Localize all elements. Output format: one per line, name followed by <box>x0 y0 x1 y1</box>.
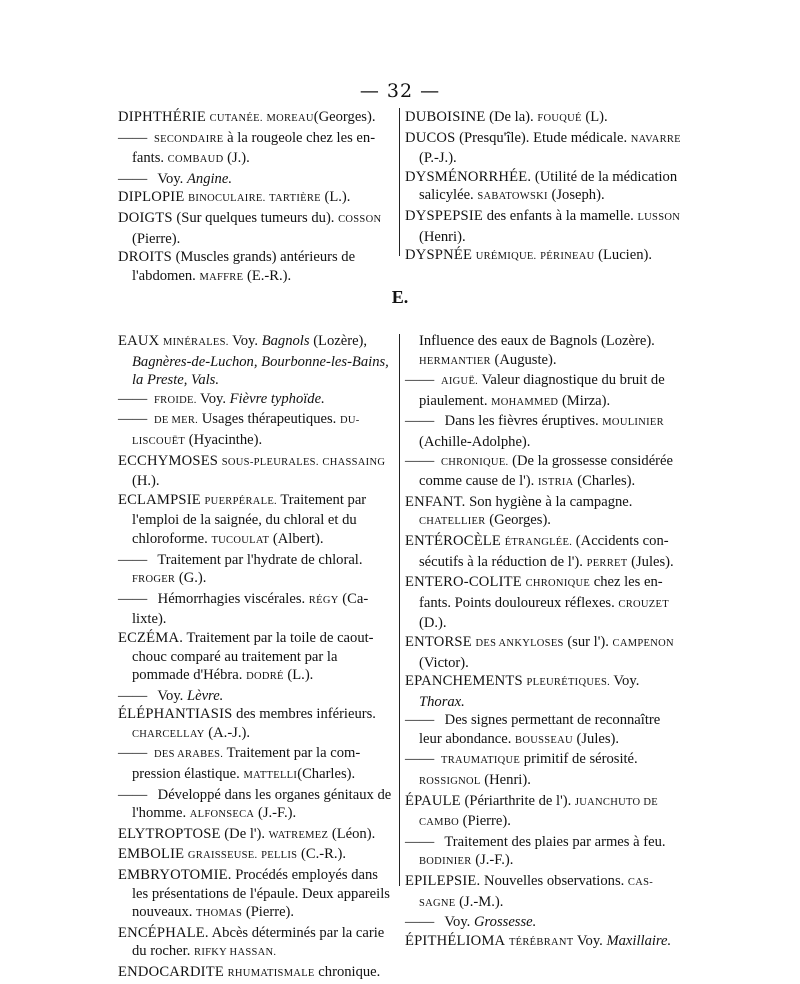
entry-qualifier: MINÉRALES. <box>163 337 229 348</box>
entry-author: DULISCOUËT <box>132 415 360 447</box>
entry-text: Voy. <box>441 914 474 931</box>
column-divider-top <box>399 108 400 256</box>
index-entry <box>118 744 396 785</box>
entry-headword: DIPHTHÉRIE <box>118 109 206 125</box>
index-entry <box>118 390 396 411</box>
entry-headword: ELYTROPTOSE <box>118 825 221 842</box>
entry-italic: Maxillaire. <box>606 932 672 949</box>
section-letter: E. <box>391 287 409 307</box>
index-entry <box>118 332 396 390</box>
index-entry <box>118 924 396 963</box>
entry-text: Traitement par l'hydrate de chloral. <box>154 551 363 568</box>
entry-qualifier: TRAUMATIQUE <box>441 755 521 767</box>
entry-headword: EMBOLIE <box>118 846 185 863</box>
index-entry <box>405 792 683 833</box>
entry-headword: ÉPITHÉLIOMA <box>405 932 506 949</box>
entry-italic: Bagnols <box>261 333 310 349</box>
index-entry <box>118 209 396 248</box>
entry-text: Voy. <box>154 687 187 704</box>
entry-dash: —— <box>405 712 435 729</box>
entry-qualifier: DES ANKYLOSES <box>475 637 564 649</box>
index-entry <box>405 371 683 412</box>
entry-headword: EAUX <box>118 333 160 349</box>
entry-author: CAMPENON <box>612 637 674 649</box>
entry-author-initials: (J.-M.). <box>455 893 504 910</box>
index-entry <box>405 750 683 791</box>
entry-author: CHATELLIER <box>419 516 486 528</box>
entry-dash: —— <box>405 833 435 850</box>
entry-qualifier: RHUMATISMALE <box>227 968 315 979</box>
entry-qualifier: BINOCULAIRE. <box>188 193 266 205</box>
entry-qualifier: SOUS-PLEURALES. <box>221 456 319 468</box>
entry-text: (Sur quelques tumeurs du). <box>176 209 339 226</box>
entry-author: ALFONSECA <box>189 809 255 821</box>
entry-author: RÉGY <box>308 594 339 606</box>
entry-text: Voy. <box>228 333 262 349</box>
top-right-column <box>405 108 683 267</box>
index-entry <box>118 687 396 706</box>
entry-qualifier: FROIDE. <box>154 394 197 406</box>
page-number: — 32 — <box>359 80 441 102</box>
entry-author: CHASSAING <box>322 456 386 468</box>
index-entry <box>405 412 683 451</box>
entry-author: MATTELLI <box>243 770 298 782</box>
entry-author: PÉRINEAU <box>540 251 595 263</box>
entry-author-initials: (Joseph). <box>547 187 605 204</box>
index-entry <box>118 825 396 846</box>
entry-author: MOREAU <box>266 113 314 124</box>
entry-author-initials: (Georges). <box>313 109 376 125</box>
entry-text: (Presqu'île). Etude médicale. <box>459 129 631 146</box>
entry-qualifier: DES ARABES. <box>154 749 224 761</box>
entry-text: Voy. <box>154 170 187 187</box>
entry-headword: ECZÉMA. <box>118 629 184 646</box>
entry-author: MOHAMMED <box>491 396 559 408</box>
entry-author-initials: (J.-F.). <box>471 852 514 869</box>
entry-italic: Bagnères-de-Luchon, Bourbonne-les-Bains, la Preste, Vals. <box>132 353 389 389</box>
entry-qualifier: AIGUË. <box>441 376 479 388</box>
entry-author-initials: (Lucien). <box>594 247 653 264</box>
entry-author-initials: (C.-R.). <box>297 846 346 863</box>
entry-headword: DROITS <box>118 249 172 266</box>
entry-author-initials: (J.-F.). <box>254 805 297 822</box>
entry-dash: —— <box>118 786 148 803</box>
entry-author-initials: (Henri). <box>480 772 531 789</box>
entry-text: Traitement des plaies par armes à feu. <box>441 833 666 850</box>
entry-headword: ÉLÉPHANTIASIS <box>118 706 233 723</box>
entry-qualifier: ÉTRANGLÉE. <box>504 536 573 548</box>
entry-author: NAVARRE <box>630 133 681 145</box>
entry-author-initials: (J.). <box>223 150 250 167</box>
entry-author: RIFKY HASSAN. <box>194 947 277 959</box>
entry-italic: Grossesse. <box>473 914 537 931</box>
entry-author: CHARCELLAY <box>132 728 205 740</box>
entry-text: des enfants à la mamelle. <box>486 207 638 224</box>
index-entry <box>405 872 683 913</box>
index-entry <box>405 573 683 633</box>
entry-qualifier: CHRONIQUE. <box>441 456 509 468</box>
entry-text: Nouvelles observations. <box>484 873 628 890</box>
entry-author-initials: (Hyacinthe). <box>185 431 263 448</box>
entry-author-initials: (Auguste). <box>490 351 557 368</box>
entry-headword: DOIGTS <box>118 209 173 226</box>
entry-qualifier: URÉMIQUE. <box>475 251 537 263</box>
entry-author: CROUZET <box>618 598 669 610</box>
entry-author-initials: (E.-R.). <box>243 267 292 284</box>
entry-headword: DYSPNÉE <box>405 247 473 264</box>
entry-text: Voy. <box>573 932 607 949</box>
entry-headword: ENCÉPHALE. <box>118 924 209 941</box>
entry-text: Des signes permettant de reconnaître leur abondance. <box>419 712 661 747</box>
index-entry <box>118 108 396 129</box>
index-entry <box>118 452 396 491</box>
entry-author-initials: (D.). <box>419 615 447 632</box>
entry-author-initials: (H.). <box>132 473 160 490</box>
index-entry <box>405 913 683 932</box>
entry-text: Traitement par l'emploi de la saignée, du chloral et du chloroforme. <box>132 491 367 547</box>
index-entry <box>118 551 396 590</box>
entry-author-initials: (Henri). <box>419 228 466 245</box>
top-left-column <box>118 108 396 287</box>
entry-text: (De la grossesse considérée comme cause de l'). <box>419 452 673 490</box>
entry-author: DODRÉ <box>246 671 284 683</box>
entry-author: MOULINIER <box>602 417 664 429</box>
entry-qualifier: DE MER. <box>154 415 199 427</box>
entry-dash: —— <box>405 751 435 768</box>
entry-author-initials: (L.). <box>283 667 314 684</box>
entry-author-initials: (L.). <box>320 189 351 206</box>
index-entry <box>118 845 396 866</box>
entry-italic: Angine. <box>186 170 232 187</box>
entry-author: CASSAGNE <box>419 877 653 909</box>
index-entry <box>118 248 396 287</box>
index-entry <box>405 532 683 573</box>
entry-author: SABATOWSKI <box>477 191 548 203</box>
entry-text: Traitement par la compression élastique. <box>132 745 361 783</box>
entry-text: (Muscles grands) antérieurs de l'abdomen. <box>132 249 356 284</box>
entry-dash: —— <box>118 411 148 428</box>
entry-author-initials: (Pierre). <box>459 813 511 830</box>
entry-text: Hémorrhagies viscérales. <box>154 590 309 607</box>
index-entry <box>405 932 683 953</box>
index-entry <box>405 452 683 493</box>
entry-author: TUCOULAT <box>211 534 270 546</box>
entry-italic: Thorax. <box>419 693 465 710</box>
entry-author-initials: (Pierre). <box>132 230 181 247</box>
index-entry <box>118 786 396 825</box>
entry-headword: DYSMÉNORRHÉE. <box>405 168 532 185</box>
entry-text: Valeur diagnostique du bruit de piaulement. <box>419 372 665 409</box>
index-entry <box>405 672 683 711</box>
entry-text: Voy. <box>196 390 230 407</box>
entry-dash: —— <box>118 745 148 762</box>
entry-qualifier: CHRONIQUE <box>525 578 591 590</box>
entry-author: PELLIS <box>261 850 298 862</box>
index-entry <box>118 705 396 744</box>
entry-text: primitif de sérosité. <box>520 751 638 768</box>
entry-text: (Périarthrite de l'). <box>464 792 575 809</box>
entry-author: JUANCHUTO DE CAMBO <box>419 796 658 829</box>
entry-headword: ENTERO-COLITE <box>405 574 522 591</box>
entry-text: Voy. <box>610 673 640 690</box>
entry-headword: ENTÉROCÈLE <box>405 532 502 549</box>
entry-author: BOUSSEAU <box>515 734 573 746</box>
entry-text: Dans les fièvres éruptives. <box>441 413 603 430</box>
entry-text: chez les enfants. Points douloureux réflexes. <box>419 574 663 611</box>
entry-dash: —— <box>118 129 148 146</box>
entry-text: à la rougeole chez les enfants. <box>132 129 376 167</box>
entry-text: chronique. <box>314 964 381 980</box>
entry-dash: —— <box>405 914 435 931</box>
entry-qualifier: CUTANÉE. <box>209 113 263 124</box>
entry-text: Développé dans les organes génitaux de l'homme. <box>132 786 392 822</box>
index-entry <box>118 129 396 170</box>
entry-dash: —— <box>405 452 435 469</box>
entry-author: MAFFRE <box>199 271 244 283</box>
entry-text: (Lozère), <box>309 333 368 349</box>
entry-headword: EMBRYOTOMIE. <box>118 867 232 884</box>
entry-headword: DUCOS <box>405 129 456 146</box>
entry-dash: —— <box>118 390 148 407</box>
entry-text: Procédés employés dans les présentations de l'épaule. Deux appareils nouveaux. <box>132 867 390 921</box>
entry-text: (De l'). <box>224 825 269 842</box>
entry-author: TARTIÈRE <box>269 193 321 205</box>
index-entry <box>405 493 683 532</box>
entry-headword: EPANCHEMENTS <box>405 673 523 690</box>
entry-author: FROGER <box>132 574 176 586</box>
index-entry <box>118 629 396 687</box>
index-entry <box>118 866 396 924</box>
index-entry <box>405 129 683 168</box>
index-entry <box>405 833 683 872</box>
entry-author-initials: (G.). <box>175 570 207 587</box>
entry-author: HERMANTIER <box>419 355 491 367</box>
entry-headword: ÉPAULE <box>405 792 461 809</box>
entry-text: Influence des eaux de Bagnols (Lozère). <box>419 333 655 349</box>
index-entry <box>405 246 683 267</box>
entry-author-initials: (L). <box>581 109 608 125</box>
entry-author-initials: (P.-J.). <box>419 150 457 167</box>
entry-author-initials: (Charles). <box>297 766 356 783</box>
entry-author: COSSON <box>338 213 382 225</box>
bottom-left-column <box>118 332 396 984</box>
entry-author: ROSSIGNOL <box>419 776 481 788</box>
index-entry <box>118 491 396 551</box>
entry-headword: ENDOCARDITE <box>118 964 224 980</box>
entry-author-initials: (Mirza). <box>558 392 611 409</box>
index-entry <box>405 332 683 371</box>
index-entry <box>118 963 396 984</box>
index-entry <box>118 410 396 451</box>
entry-headword: EPILEPSIE. <box>405 873 481 890</box>
index-entry <box>405 168 683 207</box>
entry-text: des membres inférieurs. <box>236 706 376 723</box>
entry-dash: —— <box>118 551 148 568</box>
entry-author-initials: (Jules). <box>572 730 620 747</box>
entry-headword: ECLAMPSIE <box>118 491 201 508</box>
entry-qualifier: GRAISSEUSE. <box>187 850 258 862</box>
entry-author-initials: (Charles). <box>573 473 636 490</box>
entry-text: (De la). <box>489 109 538 125</box>
entry-text: Usages thérapeutiques. <box>198 411 340 428</box>
entry-text: (Utilité de la médication salicylée. <box>419 168 678 204</box>
entry-qualifier: PLEURÉTIQUES. <box>526 677 611 689</box>
entry-dash: —— <box>118 170 148 187</box>
index-entry <box>405 711 683 750</box>
entry-author: THOMAS <box>196 908 243 920</box>
entry-author: ISTRIA <box>537 477 574 489</box>
entry-author-initials: (Calixte). <box>132 590 369 628</box>
entry-author: WATREMEZ <box>268 829 329 841</box>
entry-headword: DUBOISINE <box>405 109 486 125</box>
entry-text: Abcès déterminés par la carie du rocher. <box>132 924 385 960</box>
index-entry <box>118 170 396 189</box>
entry-author-initials: (A.-J.). <box>204 724 251 741</box>
entry-author: COMBAUD <box>167 154 224 166</box>
entry-dash: —— <box>405 413 435 430</box>
entry-text: (sur l'). <box>563 633 613 650</box>
entry-dash: —— <box>118 687 148 704</box>
entry-author: BODINIER <box>419 856 472 868</box>
entry-author-initials: (Albert). <box>269 530 324 547</box>
entry-text: Son hygiène à la campagne. <box>469 493 633 510</box>
entry-author: FOUQUÉ <box>537 113 582 124</box>
entry-author: PERRET <box>586 557 628 569</box>
entry-author: LUSSON <box>637 211 681 223</box>
index-entry <box>118 590 396 629</box>
entry-qualifier: TÉRÉBRANT <box>508 936 574 948</box>
entry-headword: DIPLOPIE <box>118 189 185 206</box>
entry-author-initials: (Léon). <box>328 825 376 842</box>
entry-author-initials: (Jules). <box>627 553 674 570</box>
index-entry <box>405 207 683 246</box>
entry-author-initials: (Pierre). <box>242 904 295 921</box>
entry-headword: DYSPEPSIE <box>405 207 484 224</box>
entry-author-initials: (Achille-Adolphe). <box>419 433 531 450</box>
entry-text: Traitement par la toile de caoutchouc comparé au traitement par la pommade d'Hébra. <box>132 629 374 684</box>
entry-text: (Accidents consécutifs à la réduction de l'). <box>419 532 669 570</box>
entry-italic: Lèvre. <box>186 687 224 704</box>
entry-italic: Fièvre typhoïde. <box>229 390 325 407</box>
entry-headword: ENTORSE <box>405 633 472 650</box>
column-divider-bottom <box>399 334 400 886</box>
bottom-right-column <box>405 332 683 952</box>
index-entry <box>118 188 396 209</box>
entry-qualifier: PUERPÉRALE. <box>204 495 277 507</box>
entry-dash: —— <box>118 590 148 607</box>
entry-headword: ENFANT. <box>405 493 466 510</box>
entry-dash: —— <box>405 372 435 389</box>
index-entry <box>405 633 683 672</box>
entry-headword: ECCHYMOSES <box>118 452 219 469</box>
entry-author-initials: (Georges). <box>485 512 551 529</box>
index-entry <box>405 108 683 129</box>
entry-author-initials: (Victor). <box>419 654 469 671</box>
entry-qualifier: SECONDAIRE <box>154 133 224 145</box>
